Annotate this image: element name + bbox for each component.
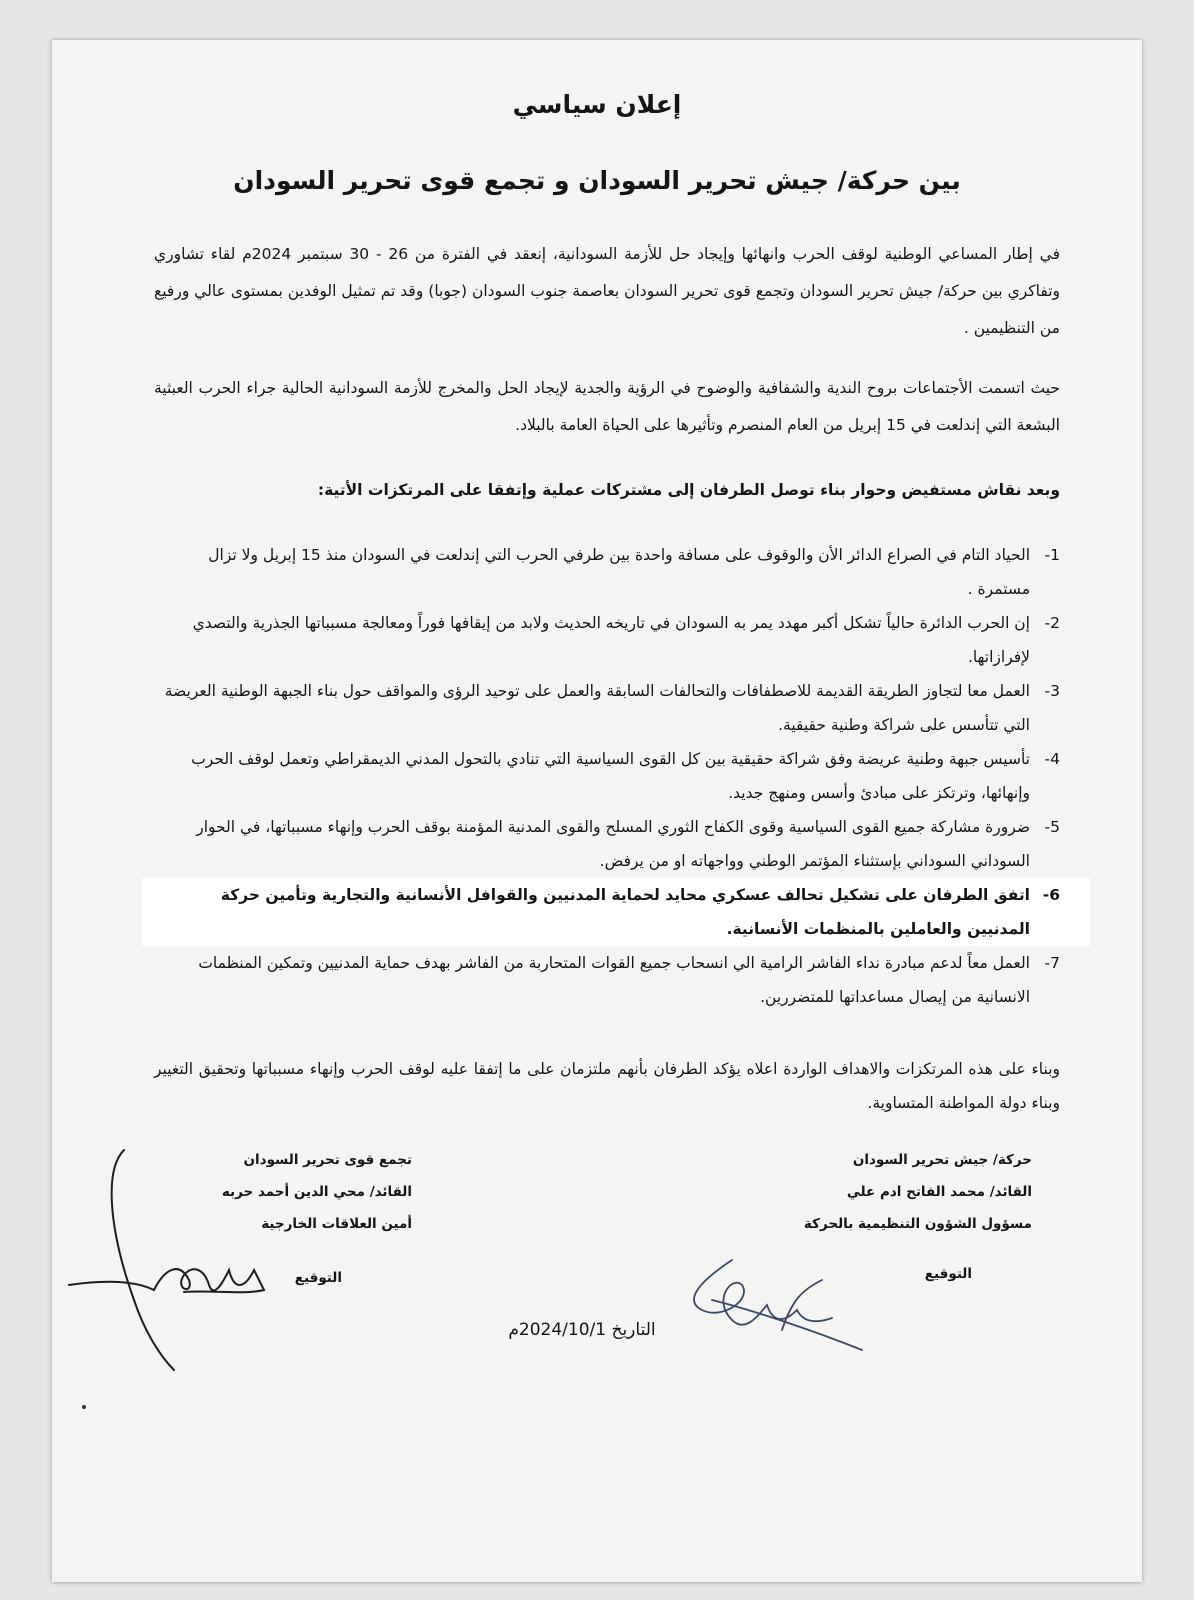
document-subtitle: بين حركة/ جيش تحرير السودان و تجمع قوى تحرير السودان xyxy=(233,166,961,195)
point-number: 6- xyxy=(1042,886,1060,904)
signatory-role: مسؤول الشؤون التنظيمية بالحركة xyxy=(803,1216,1032,1232)
agreement-point xyxy=(154,810,1060,878)
point-text: تأسيس جبهة وطنية عريضة وفق شراكة حقيقية بين كل القوى السياسية التي تنادي بالتحول المدني الديمقراطي وتعمل لوقف الحرب وإنهائها، وترتكز على مبادئ وأسس ومنهج جديد. xyxy=(191,750,1030,802)
point-text: ضرورة مشاركة جميع القوى السياسية وقوى الكفاح الثوري المسلح والقوى المدنية المؤمنة بوقف الحرب وإنهاء مسبباتها، في الحوار السوداني السوداني بإستثناء المؤتمر الوطني وواجهاته او من يرفض. xyxy=(196,818,1030,870)
signatory-org: تجمع قوى تحرير السودان xyxy=(243,1152,412,1168)
agreement-point xyxy=(154,606,1060,674)
point-text: اتفق الطرفان على تشكيل تحالف عسكري محايد لحماية المدنيين والقوافل الأنسانية والتجارية وتأمين حركة المدنيين والعاملين بالمنظمات الأنسانية. xyxy=(220,886,1030,938)
intro-paragraph: في إطار المساعي الوطنية لوقف الحرب وانهائها وإيجاد حل للأزمة السودانية، إنعقد في الفترة من 26 - 30 سبتمبر 2024م لقاء تشاوري وتفاكري بين حركة/ جيش تحرير السودان وتجمع قوى تحرير السودان بعاصمة جنوب السودان (جوبا) وقد تم تمثيل الوفدين بمستوى عالي ورفيع من التنظيمين . xyxy=(154,245,1061,337)
document-date: التاريخ 2024/10/1م xyxy=(508,1320,656,1340)
signature-left-image xyxy=(64,1140,284,1380)
point-number: 4- xyxy=(1044,750,1060,768)
point-number: 5- xyxy=(1044,818,1060,836)
point-number: 2- xyxy=(1044,614,1060,632)
signatory-org: حركة/ جيش تحرير السودان xyxy=(852,1152,1032,1168)
point-text: العمل معاً لدعم مبادرة نداء الفاشر الرامية الي انسحاب جميع القوات المتحاربة من الفاشر بهدف حماية المدنيين وتمكين المنظمات الانسانية من إيصال مساعداتها للمتضررين. xyxy=(198,954,1030,1006)
signatory-leader: القائد/ محي الدين أحمد حربه xyxy=(221,1184,412,1200)
scan-speck xyxy=(82,1405,86,1409)
signature-label: التوقيع xyxy=(924,1266,972,1282)
agreement-point-highlighted xyxy=(142,878,1090,946)
signatory-right xyxy=(804,1144,1032,1240)
agreement-point xyxy=(154,946,1060,1014)
point-number: 3- xyxy=(1044,682,1060,700)
closing-paragraph: وبناء على هذه المرتكزات والاهداف الواردة اعلاه يؤكد الطرفان بأنهم ملتزمان على ما إتفقا عليه لوقف الحرب وإنهاء مسبباتها وتحقيق التغيير وبناء دولة المواطنة المتساوية. xyxy=(154,1060,1060,1112)
signatory-role: أمين العلاقات الخارجية xyxy=(261,1216,412,1232)
point-number: 1- xyxy=(1044,546,1060,564)
signatory-leader: القائد/ محمد الفاتح ادم علي xyxy=(846,1184,1032,1200)
document-page xyxy=(52,40,1142,1582)
signature-label: التوقيع xyxy=(294,1270,342,1286)
document-title: إعلان سياسي xyxy=(512,90,682,119)
point-text: الحياد التام في الصراع الدائر الأن والوقوف على مسافة واحدة بين طرفي الحرب التي إندلعت في السودان منذ 15 إبريل ولا تزال مستمرة . xyxy=(208,546,1030,598)
lead-paragraph: وبعد نقاش مستفيض وحوار بناء توصل الطرفان إلى مشتركات عملية وإتفقا على المرتكزات الأتية: xyxy=(317,481,1060,499)
point-text: العمل معا لتجاوز الطريقة القديمة للاصطفافات والتحالفات السابقة والعمل على توحيد الرؤى والمواقف حول بناء الجبهة الوطنية العريضة التي تتأسس على شراكة وطنية حقيقية. xyxy=(164,682,1030,734)
signature-right-image xyxy=(672,1240,872,1380)
point-number: 7- xyxy=(1044,954,1060,972)
agreement-point xyxy=(154,674,1060,742)
context-paragraph: حيث اتسمت الأجتماعات بروح الندية والشفافية والوضوح في الرؤية والجدية لإيجاد الحل والمخرج للأزمة السودانية الحالية جراء الحرب العبثية البشعة التي إندلعت في 15 إبريل من العام المنصرم وتأثيرها على الحياة العامة بالبلاد. xyxy=(154,379,1060,434)
point-text: إن الحرب الدائرة حالياً تشكل أكبر مهدد يمر به السودان في تاريخه الحديث ولابد من إيقافها فوراً ومعالجة مسبباتها الجذرية والتصدي لإفرازاتها. xyxy=(192,614,1030,666)
agreement-point xyxy=(154,742,1060,810)
agreement-point xyxy=(154,538,1060,606)
agreement-points xyxy=(154,538,1060,1014)
